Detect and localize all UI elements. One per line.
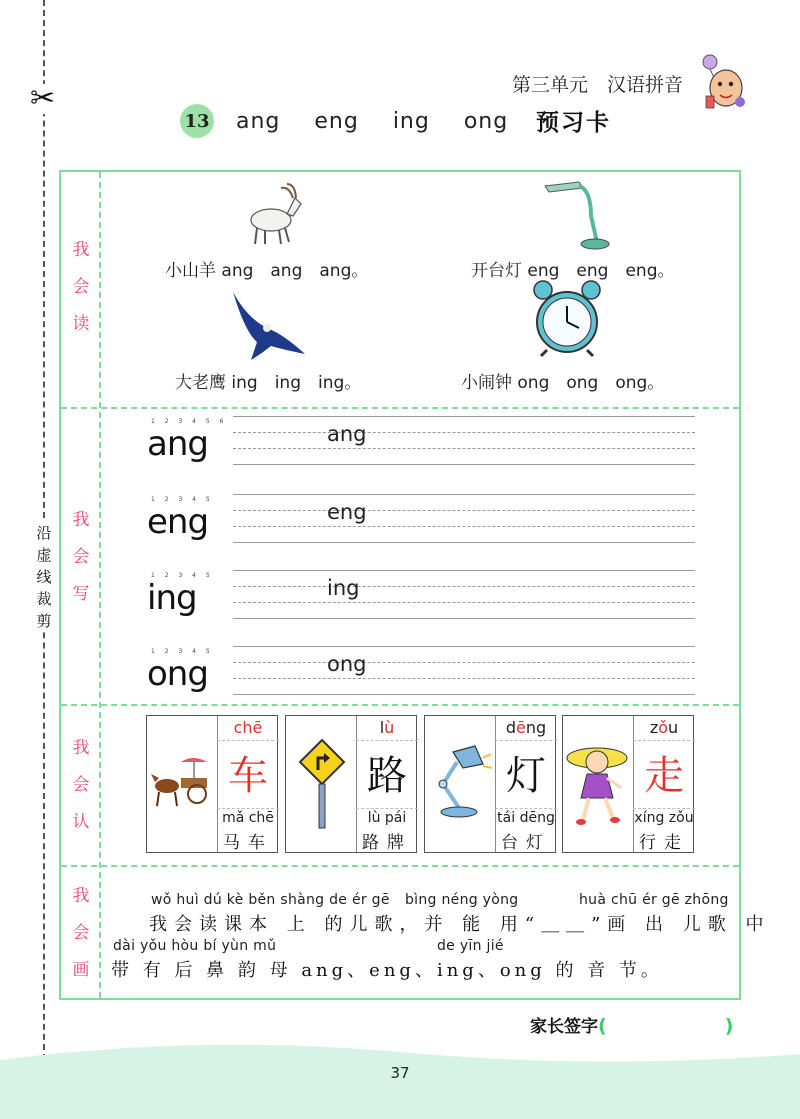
section-label-draw <box>61 878 101 989</box>
recognize-card <box>285 715 417 853</box>
page-number: 37 <box>390 1064 410 1082</box>
new-character: 车 <box>228 753 268 799</box>
eagle-picture <box>227 288 309 364</box>
draw-pinyin: de yīn jié <box>437 938 504 954</box>
parent-signature <box>530 1012 733 1037</box>
draw-instruction-line1: 我会读课本 上 的儿歌，并 能 用“＿＿”画 出 儿歌 中 <box>149 914 771 935</box>
section-label-draw-3: 画 <box>72 960 90 980</box>
read-pinyin: ing ing ing。 <box>231 373 362 393</box>
char-pinyin: chē <box>233 718 263 737</box>
recognize-card <box>146 715 278 853</box>
sample-pinyin: ong <box>327 652 367 676</box>
desk-lamp-picture <box>539 176 611 252</box>
draw-pinyin: huà chū ér gē zhōng <box>579 892 729 908</box>
road-sign-picture <box>296 736 348 832</box>
write-row-ang <box>147 416 747 480</box>
writing-lines[interactable] <box>233 494 695 558</box>
read-pinyin: ong ong ong。 <box>517 373 665 393</box>
scissors-icon: ✂ <box>30 81 56 116</box>
sample-pinyin: ing <box>327 576 360 600</box>
section-label-draw-2: 会 <box>72 923 90 943</box>
card-rule <box>356 808 418 809</box>
word: 行走 <box>639 833 689 853</box>
word-pinyin: mǎ chē <box>222 810 274 826</box>
stroke-order-marks: 1 2 3 4 5 <box>151 496 214 503</box>
write-row-eng <box>147 494 747 558</box>
lesson-heading <box>180 104 508 138</box>
model-pinyin: eng <box>147 502 209 542</box>
read-item-clock <box>461 368 664 393</box>
new-character: 灯 <box>506 753 546 799</box>
read-phrase: 小山羊 <box>165 261 216 281</box>
section-divider <box>61 865 739 867</box>
section-label-recognize-3: 认 <box>72 812 90 832</box>
section-label-read-3: 读 <box>72 314 90 334</box>
stroke-order-marks: 1 2 3 4 5 <box>151 648 214 655</box>
card-rule <box>495 740 557 741</box>
horse-cart-picture <box>151 756 213 812</box>
lamp-picture <box>429 744 493 826</box>
word-pinyin: tái dēng <box>497 810 555 826</box>
unit-title: 第三单元 汉语拼音 <box>512 74 684 96</box>
section-label-recognize <box>61 730 101 841</box>
word: 马车 <box>223 833 273 853</box>
model-pinyin: ong <box>147 654 208 694</box>
read-pinyin: eng eng eng。 <box>527 261 675 281</box>
section-label-write <box>61 502 101 613</box>
card-rule <box>217 740 279 741</box>
worksheet-frame <box>59 170 771 1000</box>
draw-instruction-line2: 带 有 后 鼻 韵 母 ang、eng、ing、ong 的 音 节。 <box>111 960 663 981</box>
section-label-write-2: 会 <box>72 547 90 567</box>
section-label-write-1: 我 <box>72 510 90 530</box>
lesson-phonetics: ang eng ing ong <box>236 108 509 134</box>
read-phrase: 小闹钟 <box>461 373 512 393</box>
lesson-number: 13 <box>180 104 214 138</box>
char-pinyin: lù <box>379 718 395 737</box>
sample-pinyin: eng <box>327 500 367 524</box>
word-pinyin: lù pái <box>367 810 407 826</box>
goat-picture <box>243 178 303 246</box>
read-item-goat <box>165 256 368 281</box>
model-pinyin: ang <box>147 424 208 464</box>
read-pinyin: ang ang ang。 <box>221 261 369 281</box>
signature-close-paren: ) <box>724 1015 734 1037</box>
section-label-draw-1: 我 <box>72 886 90 906</box>
card-rule <box>633 740 695 741</box>
read-item-lamp <box>471 256 674 281</box>
sample-pinyin: ang <box>327 422 367 446</box>
writing-lines[interactable] <box>233 416 695 480</box>
read-phrase: 开台灯 <box>471 261 522 281</box>
alarm-clock-picture <box>521 280 613 358</box>
word-pinyin: xíng zǒu <box>634 810 694 826</box>
writing-lines[interactable] <box>233 646 695 710</box>
new-character: 走 <box>644 753 684 799</box>
word: 台灯 <box>501 833 551 853</box>
cut-instruction: 沿虚线裁剪 <box>34 522 54 632</box>
char-pinyin: zǒu <box>649 718 679 737</box>
draw-pinyin: bìng néng yòng <box>405 892 519 908</box>
mascot-icon <box>696 52 746 114</box>
card-rule <box>356 740 418 741</box>
stroke-order-marks: 1 2 3 4 5 6 <box>151 418 228 425</box>
stroke-order-marks: 1 2 3 4 5 <box>151 572 214 579</box>
card-rule <box>495 808 557 809</box>
section-sidebar <box>61 172 101 998</box>
walking-girl-picture <box>565 736 631 832</box>
write-row-ing <box>147 570 747 634</box>
word: 路牌 <box>362 833 412 853</box>
write-row-ong <box>147 646 747 710</box>
section-label-recognize-1: 我 <box>72 738 90 758</box>
signature-open-paren: ( <box>598 1015 607 1037</box>
card-rule <box>633 808 695 809</box>
recognize-card <box>562 715 694 853</box>
section-label-read <box>61 232 101 343</box>
section-label-write-3: 写 <box>72 584 90 604</box>
section-label-read-2: 会 <box>72 277 90 297</box>
card-rule <box>217 808 279 809</box>
model-pinyin: ing <box>147 578 197 618</box>
draw-pinyin: wǒ huì dú kè běn shàng de ér gē <box>151 892 390 908</box>
writing-lines[interactable] <box>233 570 695 634</box>
new-character: 路 <box>367 753 407 799</box>
section-label-read-1: 我 <box>72 240 90 260</box>
recognize-card <box>424 715 556 853</box>
section-label-recognize-2: 会 <box>72 775 90 795</box>
char-pinyin: dēng <box>505 718 547 737</box>
draw-pinyin: dài yǒu hòu bí yùn mǔ <box>113 938 277 954</box>
parent-signature-label: 家长签字 <box>530 1017 598 1037</box>
read-item-eagle <box>175 368 361 393</box>
card-title: 预习卡 <box>536 110 611 136</box>
section-divider <box>61 407 739 409</box>
read-phrase: 大老鹰 <box>175 373 226 393</box>
